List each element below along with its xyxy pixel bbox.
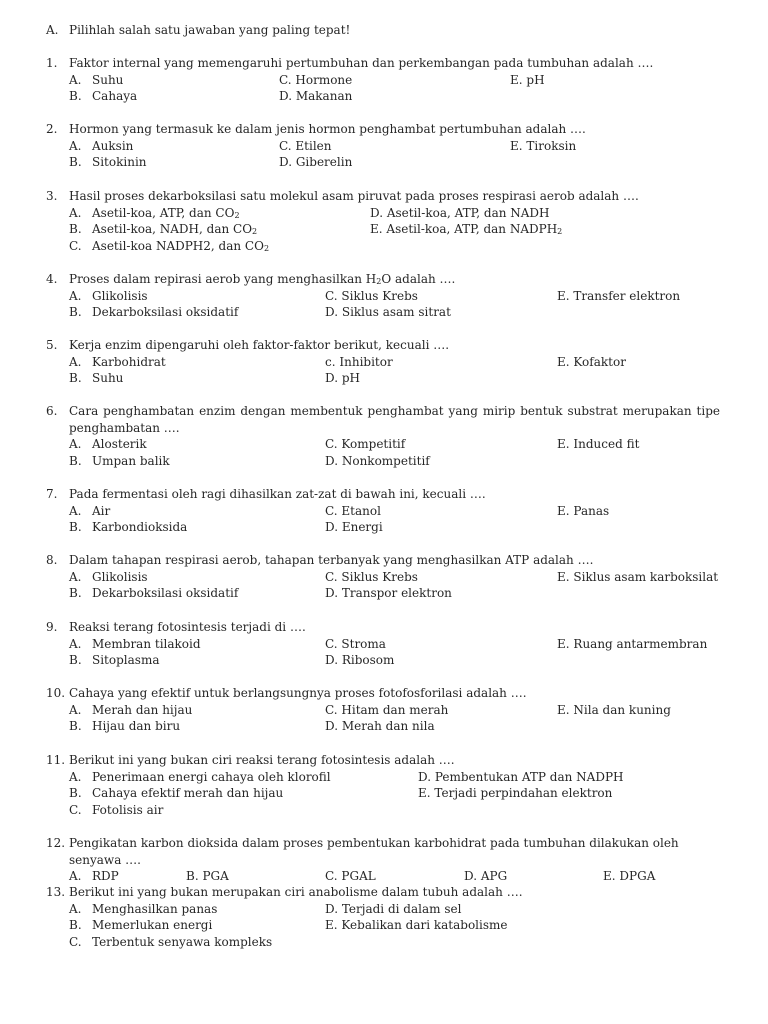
question-stem bbox=[46, 619, 720, 636]
question-text: Pengikatan karbon dioksida dalam proses pembentukan karbohidrat pada tumbuhan dilakukan oleh senyawa …. bbox=[69, 836, 679, 867]
question-stem bbox=[46, 884, 720, 901]
option-e[interactable]: E. Induced fit bbox=[557, 437, 640, 452]
option-c[interactable]: C. Hitam dan merah bbox=[325, 702, 449, 717]
question-text: Reaksi terang fotosintesis terjadi di …. bbox=[69, 620, 306, 634]
option-e[interactable]: E. Siklus asam karboksilat bbox=[557, 569, 719, 584]
options-row bbox=[46, 917, 720, 934]
option-d[interactable]: D. Energi bbox=[325, 520, 383, 535]
option-a[interactable]: A. Penerimaan energi cahaya oleh klorofil bbox=[69, 769, 331, 784]
question-number: 13. bbox=[46, 885, 66, 899]
option-e[interactable]: E. Terjadi perpindahan elektron bbox=[418, 786, 613, 801]
question-number: 8. bbox=[46, 553, 58, 567]
options-row bbox=[46, 370, 720, 387]
option-d[interactable]: D. Transpor elektron bbox=[325, 586, 452, 601]
question-stem bbox=[46, 685, 720, 702]
question-number: 6. bbox=[46, 404, 58, 418]
question-number: 3. bbox=[46, 189, 58, 203]
question-2 bbox=[46, 121, 720, 171]
option-d[interactable]: D. Siklus asam sitrat bbox=[325, 305, 451, 320]
options-row bbox=[46, 702, 720, 719]
option-c[interactable]: C. Stroma bbox=[325, 636, 386, 651]
option-b[interactable]: B. Sitoplasma bbox=[69, 653, 160, 668]
options-row bbox=[46, 354, 720, 371]
question-stem bbox=[46, 121, 720, 138]
question-number: 10. bbox=[46, 686, 66, 700]
option-b[interactable]: B. PGA bbox=[186, 869, 229, 884]
option-c[interactable]: c. Inhibitor bbox=[325, 354, 393, 369]
options-row bbox=[46, 569, 720, 586]
question-9 bbox=[46, 619, 720, 669]
question-12 bbox=[46, 835, 720, 885]
question-text: Pada fermentasi oleh ragi dihasilkan zat-zat di bawah ini, kecuali …. bbox=[69, 487, 486, 501]
question-11 bbox=[46, 752, 720, 818]
option-c[interactable]: C. Etanol bbox=[325, 503, 381, 518]
question-text: Faktor internal yang memengaruhi pertumbuhan dan perkembangan pada tumbuhan adalah …. bbox=[69, 56, 654, 70]
option-d[interactable]: D. Pembentukan ATP dan NADPH bbox=[418, 769, 624, 784]
question-number: 1. bbox=[46, 56, 58, 70]
option-a[interactable]: A. RDP bbox=[69, 869, 119, 884]
question-text-line-1: Cara penghambatan enzim dengan membentuk penghambat yang mirip bentuk substrat merupakan tipe bbox=[69, 404, 720, 418]
option-d[interactable]: D. Asetil-koa, ATP, dan NADH bbox=[370, 205, 550, 220]
question-stem bbox=[46, 55, 720, 72]
options-row bbox=[46, 221, 720, 238]
question-text: Berikut ini yang bukan ciri reaksi terang fotosintesis adalah …. bbox=[69, 753, 455, 767]
options-row bbox=[46, 88, 720, 105]
option-c[interactable]: C. Kompetitif bbox=[325, 437, 406, 452]
options-row bbox=[46, 585, 720, 602]
option-b[interactable]: B. Memerlukan energi bbox=[69, 918, 213, 933]
options-row bbox=[46, 238, 720, 255]
options-row bbox=[46, 802, 720, 819]
option-a[interactable]: A. Alosterik bbox=[69, 437, 147, 452]
option-e[interactable]: E. Nila dan kuning bbox=[557, 702, 671, 717]
options-row bbox=[46, 901, 720, 918]
question-text: Berikut ini yang bukan merupakan ciri anabolisme dalam tubuh adalah …. bbox=[69, 885, 523, 899]
question-10 bbox=[46, 685, 720, 735]
option-a[interactable]: A. Air bbox=[69, 503, 111, 518]
options-row bbox=[46, 652, 720, 669]
question-3 bbox=[46, 188, 720, 254]
section-heading bbox=[46, 22, 350, 39]
question-text: Hasil proses dekarboksilasi satu molekul asam piruvat pada proses respirasi aerob adalah …. bbox=[69, 189, 639, 203]
options-row bbox=[46, 72, 720, 89]
option-b[interactable]: B. Sitokinin bbox=[69, 155, 147, 170]
option-e[interactable]: E. Kebalikan dari katabolisme bbox=[325, 918, 508, 933]
option-d[interactable]: D. Terjadi di dalam sel bbox=[325, 901, 462, 916]
option-d[interactable]: D. Giberelin bbox=[279, 155, 353, 170]
option-b[interactable]: B. Suhu bbox=[69, 371, 124, 386]
option-d[interactable]: D. Merah dan nila bbox=[325, 719, 435, 734]
question-stem bbox=[46, 403, 720, 436]
option-e[interactable]: E. Panas bbox=[557, 503, 610, 518]
option-c[interactable]: C. Asetil-koa NADPH2, dan $CO_2$ bbox=[69, 238, 270, 253]
options-row bbox=[46, 636, 720, 653]
option-c[interactable]: C. Siklus Krebs bbox=[325, 288, 418, 303]
question-text: Hormon yang termasuk ke dalam jenis hormon penghambat pertumbuhan adalah …. bbox=[69, 122, 586, 136]
question-stem bbox=[46, 337, 720, 354]
options-row bbox=[46, 288, 720, 305]
question-7 bbox=[46, 486, 720, 536]
question-number: 9. bbox=[46, 620, 58, 634]
option-c[interactable]: C. Siklus Krebs bbox=[325, 569, 418, 584]
option-e[interactable]: E. DPGA bbox=[603, 869, 656, 884]
option-d[interactable]: D. APG bbox=[464, 869, 508, 884]
question-stem bbox=[46, 271, 720, 288]
question-stem bbox=[46, 486, 720, 503]
option-e[interactable]: E. Transfer elektron bbox=[557, 288, 681, 303]
option-b[interactable]: B. Karbondioksida bbox=[69, 520, 188, 535]
option-a[interactable]: A. Glikolisis bbox=[69, 288, 148, 303]
question-text: Dalam tahapan respirasi aerob, tahapan terbanyak yang menghasilkan ATP adalah …. bbox=[69, 553, 594, 567]
options-row bbox=[46, 934, 720, 951]
option-a[interactable]: A. Karbohidrat bbox=[69, 354, 166, 369]
options-row bbox=[46, 205, 720, 222]
option-d[interactable]: D. pH bbox=[325, 371, 360, 386]
options-row bbox=[46, 718, 720, 735]
option-a[interactable]: A. Auksin bbox=[69, 138, 134, 153]
question-number: 11. bbox=[46, 753, 66, 767]
option-b[interactable]: B. Asetil-koa, NADH, dan $CO_2$ bbox=[69, 222, 258, 237]
option-e[interactable]: E. Kofaktor bbox=[557, 354, 626, 369]
question-text: Proses dalam repirasi aerob yang menghasilkan $H_2O$ adalah …. bbox=[69, 272, 456, 286]
option-b[interactable]: B. Cahaya bbox=[69, 89, 138, 104]
option-b[interactable]: B. Hijau dan biru bbox=[69, 719, 181, 734]
options-row bbox=[46, 868, 720, 885]
option-e[interactable]: E. Ruang antarmembran bbox=[557, 636, 708, 651]
question-1 bbox=[46, 55, 720, 105]
question-text-line-2: penghambatan …. bbox=[69, 420, 180, 435]
options-row bbox=[46, 519, 720, 536]
question-stem bbox=[46, 188, 720, 205]
section-letter: A. bbox=[46, 23, 59, 37]
question-number: 12. bbox=[46, 836, 66, 850]
question-number: 4. bbox=[46, 272, 58, 286]
option-d[interactable]: D. Makanan bbox=[279, 89, 353, 104]
question-stem bbox=[46, 552, 720, 569]
option-a[interactable]: A. Menghasilkan panas bbox=[69, 901, 218, 916]
question-5 bbox=[46, 337, 720, 387]
option-e[interactable]: E. Tiroksin bbox=[510, 138, 577, 153]
options-row bbox=[46, 154, 720, 171]
option-a[interactable]: A. Membran tilakoid bbox=[69, 636, 201, 651]
option-e[interactable]: E. Asetil-koa, ATP, dan $NADPH_2$ bbox=[370, 222, 563, 237]
option-c[interactable]: C. Hormone bbox=[279, 72, 353, 87]
option-b[interactable]: B. Cahaya efektif merah dan hijau bbox=[69, 786, 284, 801]
option-a[interactable]: A. Suhu bbox=[69, 72, 124, 87]
options-row bbox=[46, 769, 720, 786]
question-8 bbox=[46, 552, 720, 602]
options-row bbox=[46, 503, 720, 520]
option-b[interactable]: B. Umpan balik bbox=[69, 453, 170, 468]
question-stem bbox=[46, 752, 720, 769]
option-c[interactable]: C. Terbentuk senyawa kompleks bbox=[69, 934, 273, 949]
option-c[interactable]: C. Fotolisis air bbox=[69, 802, 164, 817]
question-6 bbox=[46, 403, 720, 469]
option-a[interactable]: A. Asetil-koa, ATP, dan $CO_2$ bbox=[69, 205, 240, 220]
option-a[interactable]: A. Merah dan hijau bbox=[69, 702, 193, 717]
question-number: 7. bbox=[46, 487, 58, 501]
options-row bbox=[46, 436, 720, 453]
question-text: Cahaya yang efektif untuk berlangsungnya proses fotofosforilasi adalah …. bbox=[69, 686, 527, 700]
option-d[interactable]: D. Nonkompetitif bbox=[325, 453, 430, 468]
option-a[interactable]: A. Glikolisis bbox=[69, 569, 148, 584]
options-row bbox=[46, 304, 720, 321]
question-13 bbox=[46, 884, 720, 950]
question-text: Kerja enzim dipengaruhi oleh faktor-faktor berikut, kecuali …. bbox=[69, 338, 450, 352]
option-c[interactable]: C. Etilen bbox=[279, 138, 332, 153]
option-e[interactable]: E. pH bbox=[510, 72, 545, 87]
question-number: 2. bbox=[46, 122, 58, 136]
section-instruction: Pilihlah salah satu jawaban yang paling tepat! bbox=[69, 23, 351, 37]
option-c[interactable]: C. PGAL bbox=[325, 869, 376, 884]
option-b[interactable]: B. Dekarboksilasi oksidatif bbox=[69, 586, 239, 601]
options-row bbox=[46, 138, 720, 155]
options-row bbox=[46, 453, 720, 470]
question-number: 5. bbox=[46, 338, 58, 352]
option-b[interactable]: B. Dekarboksilasi oksidatif bbox=[69, 305, 239, 320]
question-4 bbox=[46, 271, 720, 321]
question-stem bbox=[46, 835, 720, 868]
options-row bbox=[46, 785, 720, 802]
option-d[interactable]: D. Ribosom bbox=[325, 653, 395, 668]
